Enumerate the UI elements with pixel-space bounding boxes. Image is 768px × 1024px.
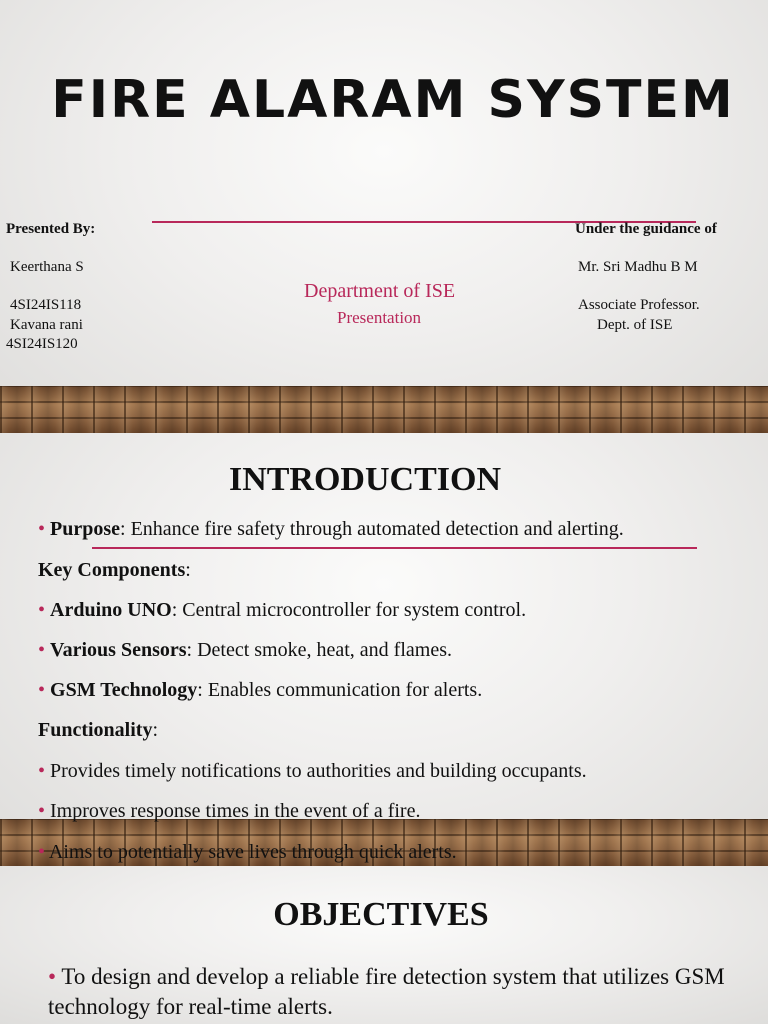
component-item (38, 679, 482, 702)
bullet-icon: • (38, 518, 46, 540)
function-item (38, 760, 587, 783)
bullet-icon: • (38, 760, 46, 782)
purpose-text: : Enhance fire safety through automated detection and alerting. (120, 518, 624, 540)
component-item (38, 639, 452, 662)
key-components-line (38, 559, 191, 582)
presentation-label: Presentation (337, 308, 422, 327)
purpose-underline (92, 547, 697, 549)
presentation-title: FIRE ALARAM SYSTEM (51, 70, 735, 130)
functionality-line (38, 719, 158, 742)
colon-text: : (152, 719, 159, 741)
function-text: Provides timely notifications to authorities and building occupants. (50, 760, 587, 782)
component-label: Various Sensors (50, 639, 187, 661)
bullet-icon: • (38, 841, 46, 863)
bullet-icon: • (38, 679, 46, 701)
component-label: GSM Technology (50, 679, 198, 701)
key-components-label: Key Components (38, 559, 186, 581)
introduction-heading: INTRODUCTION (228, 461, 502, 498)
guide-name: Mr. Sri Madhu B M (578, 259, 698, 275)
guidance-label: Under the guidance of (575, 221, 717, 237)
presenter-usn-1: 4SI24IS118 (10, 297, 82, 313)
bullet-icon: • (48, 964, 57, 989)
objective-item (48, 962, 728, 1022)
bullet-icon: • (38, 800, 46, 822)
function-item (38, 841, 457, 864)
function-overflow-overlay (38, 800, 420, 823)
component-text: : Enables communication for alerts. (197, 679, 483, 701)
purpose-label: Purpose (50, 518, 121, 540)
bullet-icon: • (38, 639, 46, 661)
guide-dept: Dept. of ISE (597, 317, 673, 333)
colon-text: : (185, 559, 191, 581)
wood-floor-band (0, 386, 768, 433)
presenter-name-2: Kavana rani (10, 317, 83, 333)
guide-title: Associate Professor. (578, 297, 700, 313)
presenter-usn-2: 4SI24IS120 (6, 336, 78, 352)
function-text: Improves response times in the event of a fire. (50, 800, 421, 822)
component-text: : Detect smoke, heat, and flames. (186, 639, 452, 661)
title-slide (0, 0, 768, 433)
purpose-line (38, 518, 624, 541)
component-label: Arduino UNO (50, 599, 172, 621)
component-item (38, 599, 526, 622)
department-label: Department of ISE (304, 280, 456, 302)
functionality-label: Functionality (38, 719, 153, 741)
component-text: : Central microcontroller for system control. (171, 599, 527, 621)
objective-text: To design and develop a reliable fire detection system that utilizes GSM technology for real-time alerts. (48, 964, 725, 1019)
bullet-icon: • (38, 599, 46, 621)
function-text: Aims to potentially save lives through quick alerts. (48, 841, 457, 863)
objectives-slide (0, 866, 768, 1024)
presented-by-label: Presented By: (6, 221, 96, 237)
objectives-heading: OBJECTIVES (273, 896, 489, 933)
presenter-name-1: Keerthana S (10, 259, 84, 275)
